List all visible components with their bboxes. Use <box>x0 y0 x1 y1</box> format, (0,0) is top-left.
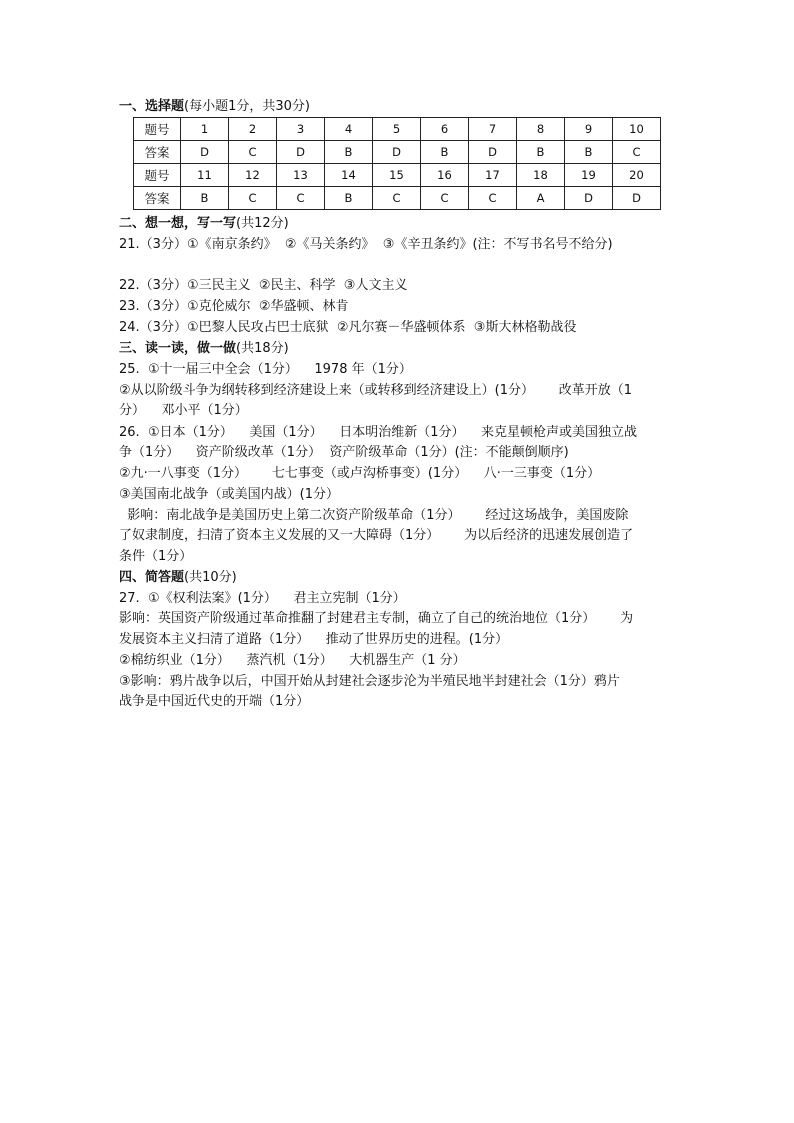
section1-note: (每小题1分，共30分) <box>184 99 310 114</box>
answer-cell: C <box>229 141 277 164</box>
section4-heading <box>119 569 237 587</box>
answer-cell: D <box>181 141 229 164</box>
row-label-answer: 答案 <box>134 187 181 210</box>
table-row-numbers-1 <box>134 118 661 141</box>
answer-cell: A <box>517 187 565 210</box>
answer-cell: C <box>373 187 421 210</box>
answer-cell: B <box>565 141 613 164</box>
question-number: 5 <box>373 118 421 141</box>
answer-line: 26. ①日本（1分） 美国（1分） 日本明治维新（1分） 来克星顿枪声或美国独立战 <box>119 425 637 440</box>
answer-line-21: 21.（3分）①《南京条约》 ②《马关条约》 ③《辛丑条约》(注：不写书名号不给分) <box>119 237 613 252</box>
answer-cell: C <box>469 187 517 210</box>
question-number: 20 <box>613 164 661 187</box>
question-number: 3 <box>277 118 325 141</box>
section2-heading <box>119 215 289 233</box>
question-number: 12 <box>229 164 277 187</box>
answer-cell: C <box>229 187 277 210</box>
answer-cell: B <box>517 141 565 164</box>
answer-line: ②九·一八事变（1分） 七七事变（或卢沟桥事变）(1分） 八·一三事变（1分） <box>119 466 601 481</box>
question-number: 17 <box>469 164 517 187</box>
question-number: 9 <box>565 118 613 141</box>
question-number: 13 <box>277 164 325 187</box>
section1-title: 一、选择题 <box>119 99 185 114</box>
answer-line: ③影响：鸦片战争以后，中国开始从封建社会逐步沦为半殖民地半封建社会（1分）鸦片 <box>119 674 620 689</box>
question-number: 15 <box>373 164 421 187</box>
answer-cell: C <box>613 141 661 164</box>
section3-heading <box>119 340 289 358</box>
answer-line: 分） 邓小平（1分） <box>119 403 248 418</box>
answer-cell: D <box>373 141 421 164</box>
question-number: 6 <box>421 118 469 141</box>
question-number: 18 <box>517 164 565 187</box>
table-row-numbers-2 <box>134 164 661 187</box>
answer-line: ②从以阶级斗争为纲转移到经济建设上来（或转移到经济建设上）(1分） 改革开放（1 <box>119 383 633 398</box>
section4-title: 四、简答题 <box>119 570 185 585</box>
question-number: 19 <box>565 164 613 187</box>
answer-line: 25. ①十一届三中全会（1分） 1978 年（1分） <box>119 362 412 377</box>
row-label-number: 题号 <box>134 164 181 187</box>
answer-cell: B <box>325 141 373 164</box>
answer-line: ②棉纺织业（1分） 蒸汽机（1分） 大机器生产（1 分） <box>119 653 466 668</box>
question-number: 14 <box>325 164 373 187</box>
question-number: 7 <box>469 118 517 141</box>
question-number: 11 <box>181 164 229 187</box>
answer-line: 发展资本主义扫清了道路（1分） 推动了世界历史的进程。(1分） <box>119 632 509 647</box>
answer-line: 影响：英国资产阶级通过革命推翻了封建君主专制，确立了自己的统治地位（1分） 为 <box>119 611 634 626</box>
table-row-answers-1 <box>134 141 661 164</box>
answer-line-23: 23.（3分）①克伦威尔 ②华盛顿、林肯 <box>119 299 349 314</box>
answer-line-22: 22.（3分）①三民主义 ②民主、科学 ③人文主义 <box>119 278 408 293</box>
answer-line: 战争是中国近代史的开端（1分） <box>119 694 310 709</box>
answer-line: ③美国南北战争（或美国内战）(1分） <box>119 487 339 502</box>
table-row-answers-2 <box>134 187 661 210</box>
row-label-number: 题号 <box>134 118 181 141</box>
section3-title: 三、读一读，做一做 <box>119 341 237 356</box>
answer-line: 条件（1分） <box>119 549 193 564</box>
answer-line: 影响：南北战争是美国历史上第二次资产阶级革命（1分） 经过这场战争，美国废除 <box>119 508 629 523</box>
choice-answer-table <box>133 117 661 210</box>
answer-cell: D <box>613 187 661 210</box>
answer-cell: B <box>181 187 229 210</box>
question-number: 2 <box>229 118 277 141</box>
section4-note: (共10分) <box>184 570 237 585</box>
answer-line: 27. ①《权利法案》(1分） 君主立宪制（1分） <box>119 591 406 606</box>
answer-cell: D <box>277 141 325 164</box>
answer-line: 争（1分） 资产阶级改革（1分） 资产阶级革命（1分）(注：不能颠倒顺序) <box>119 445 569 460</box>
question-number: 8 <box>517 118 565 141</box>
section1-heading <box>119 98 310 116</box>
section2-title: 二、想一想，写一写 <box>119 216 237 231</box>
row-label-answer: 答案 <box>134 141 181 164</box>
answer-cell: C <box>421 187 469 210</box>
answer-cell: B <box>325 187 373 210</box>
question-number: 1 <box>181 118 229 141</box>
section2-note: (共12分) <box>236 216 289 231</box>
answer-cell: D <box>469 141 517 164</box>
question-number: 10 <box>613 118 661 141</box>
answer-cell: D <box>565 187 613 210</box>
question-number: 16 <box>421 164 469 187</box>
answer-line-24: 24.（3分）①巴黎人民攻占巴士底狱 ②凡尔赛－华盛顿体系 ③斯大林格勒战役 <box>119 320 577 335</box>
section3-note: (共18分) <box>236 341 289 356</box>
answer-cell: C <box>277 187 325 210</box>
question-number: 4 <box>325 118 373 141</box>
answer-line: 了奴隶制度，扫清了资本主义发展的又一大障碍（1分） 为以后经济的迅速发展创造了 <box>119 528 634 543</box>
answer-cell: B <box>421 141 469 164</box>
